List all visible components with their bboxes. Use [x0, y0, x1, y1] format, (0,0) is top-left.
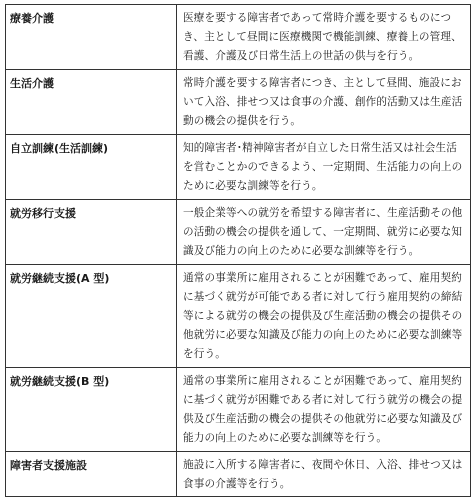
service-name: 就労継続支援(B 型)	[6, 368, 177, 452]
service-name: 就労継続支援(A 型)	[6, 265, 177, 368]
table-row	[6, 5, 471, 70]
service-name: 生活介護	[6, 70, 177, 135]
service-name: 療養介護	[6, 5, 177, 70]
table-row	[6, 200, 471, 265]
service-description: 通常の事業所に雇用されることが困難であって、雇用契約に基づく就労が可能である者に対して行う雇用契約の締結等による就労の機会の提供及び生産活動の機会の提供その他就労に必要な知識及び能力の向上のために必要な訓練等を行う。	[177, 265, 471, 368]
service-description: 常時介護を要する障害者につき、主として昼間、施設において入浴、排せつ又は食事の介護、創作的活動又は生産活動の機会の提供を行う。	[177, 70, 471, 135]
service-table	[5, 4, 471, 497]
table-row	[6, 265, 471, 368]
table-row	[6, 368, 471, 452]
service-table-container	[5, 4, 470, 497]
service-description: 通常の事業所に雇用されることが困難であって、雇用契約に基づく就労が困難である者に対して行う就労の機会の提供及び生産活動の機会の提供その他就労に必要な知識及び能力の向上のために必要な訓練等を行う。	[177, 368, 471, 452]
table-row	[6, 452, 471, 497]
service-description: 知的障害者･精神障害者が自立した日常生活又は社会生活を営むことかのできるよう、一定期間、生活能力の向上のために必要な訓練等を行う。	[177, 135, 471, 200]
service-name: 自立訓練(生活訓練)	[6, 135, 177, 200]
service-description: 医療を要する障害者であって常時介護を要するものにつき、主として昼間に医療機関で機能訓練、療養上の管理、看護、介護及び日常生活上の世話の供与を行う。	[177, 5, 471, 70]
table-row	[6, 135, 471, 200]
service-description: 一般企業等への就労を希望する障害者に、生産活動その他の活動の機会の提供を通して、一定期間、就労に必要な知識及び能力の向上のために必要な訓練等を行う。	[177, 200, 471, 265]
service-name: 就労移行支援	[6, 200, 177, 265]
table-row	[6, 70, 471, 135]
service-name: 障害者支援施設	[6, 452, 177, 497]
service-description: 施設に入所する障害者に、夜間や休日、入浴、排せつ又は食事の介護等を行う。	[177, 452, 471, 497]
